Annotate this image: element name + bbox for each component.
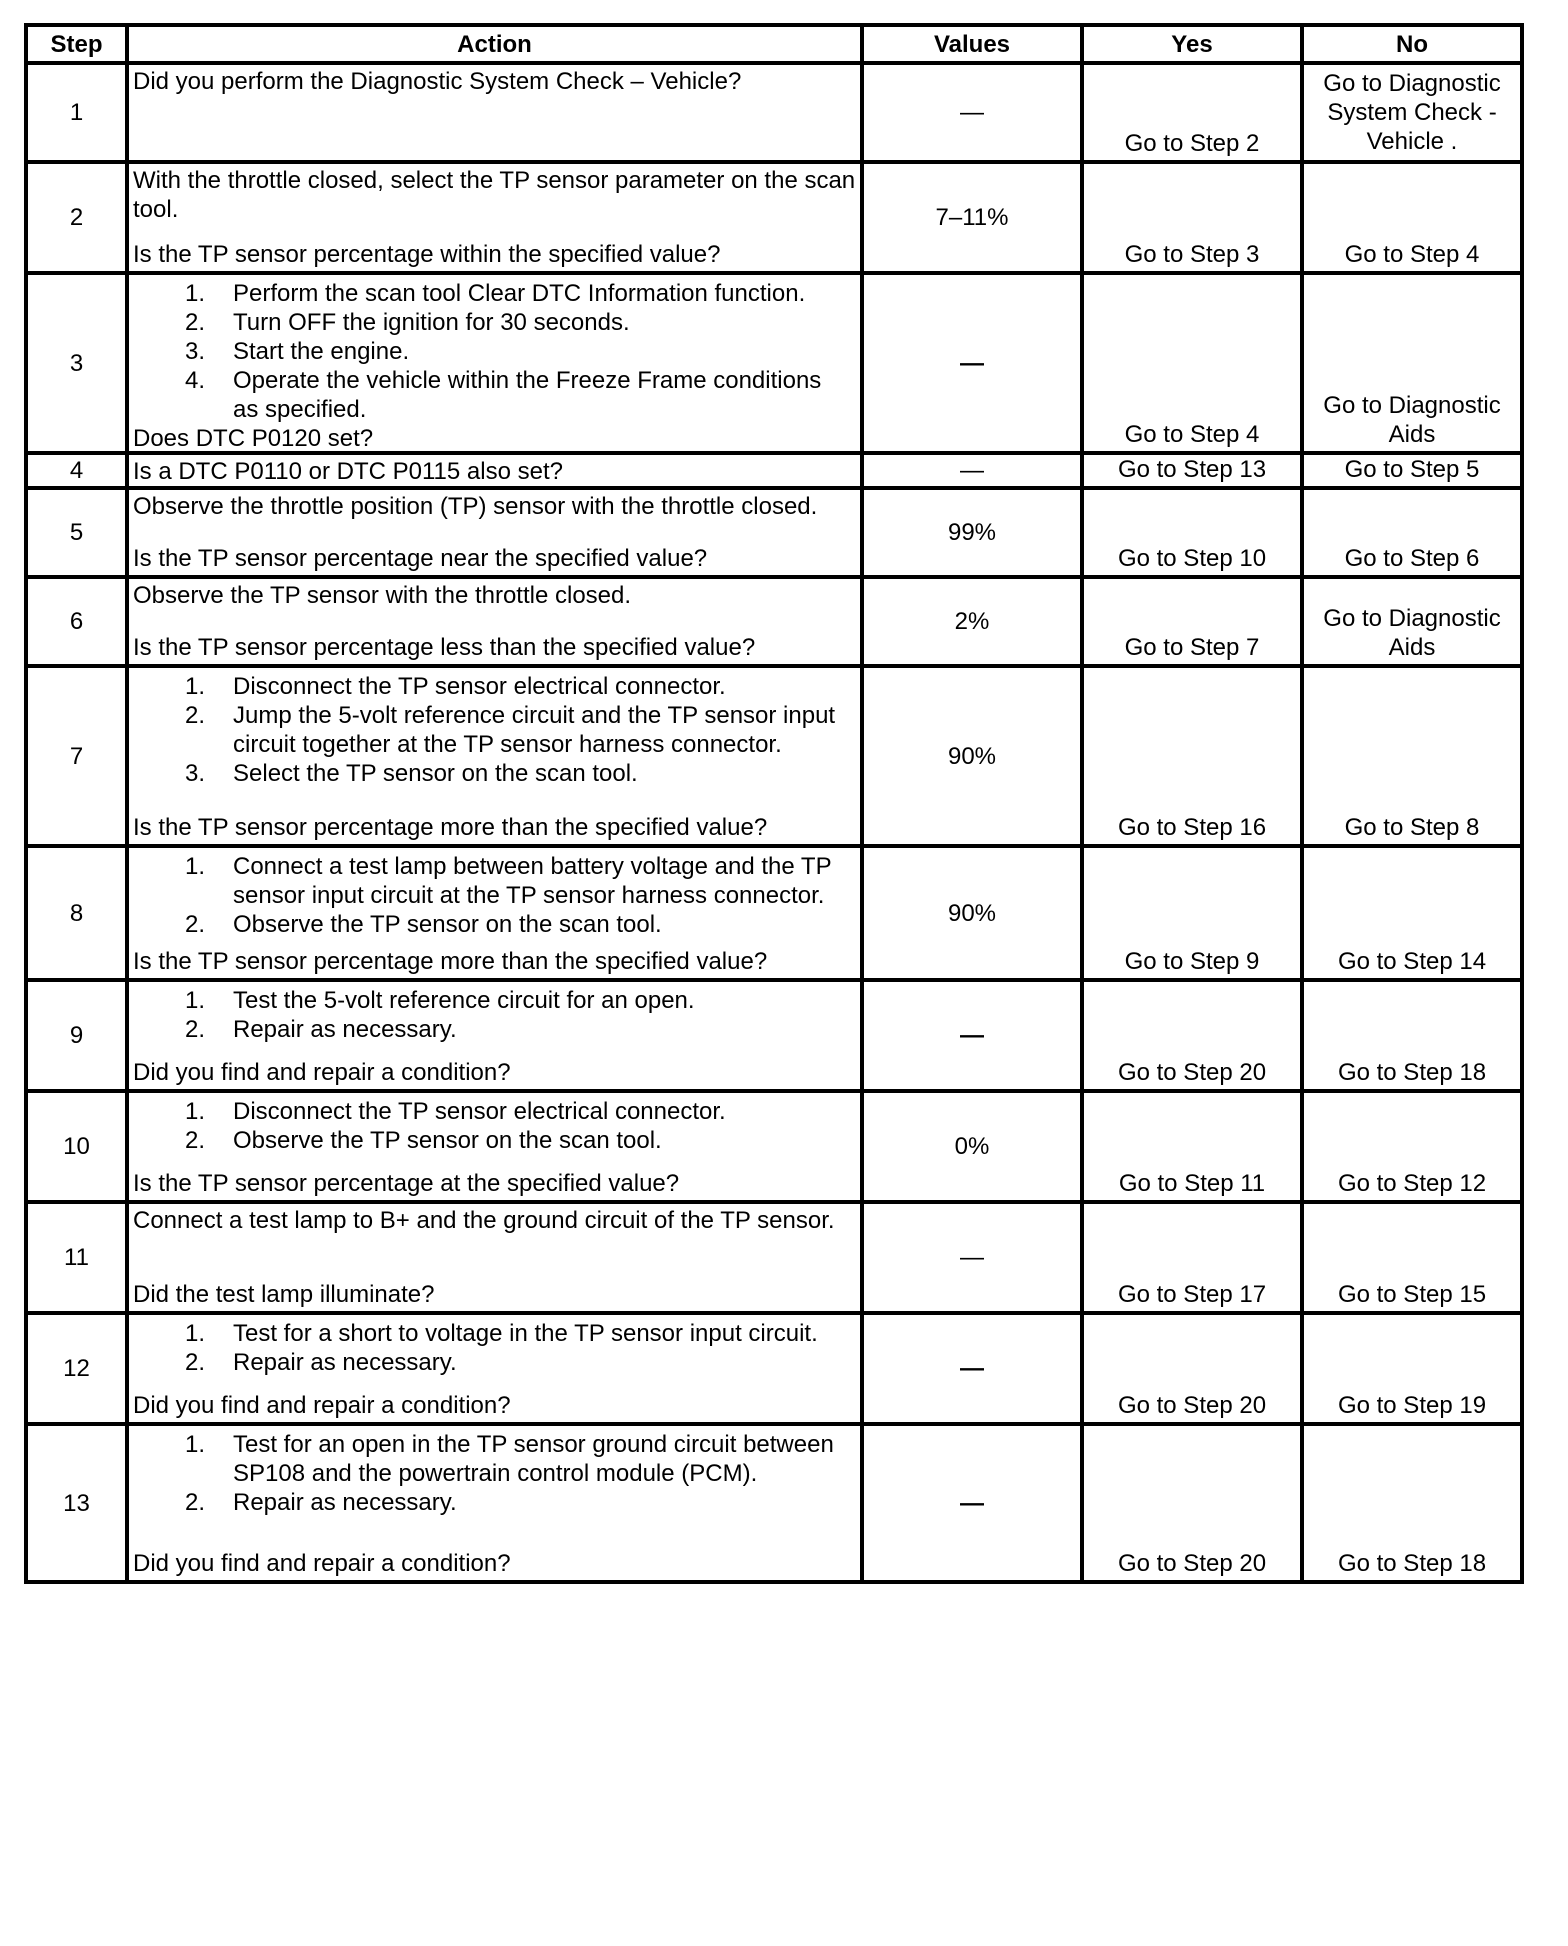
action-top bbox=[133, 1426, 860, 1517]
no-result: Go to Step 4 bbox=[1302, 162, 1522, 273]
substep-item bbox=[133, 308, 860, 337]
table-row bbox=[26, 846, 1522, 980]
table-row bbox=[26, 1202, 1522, 1313]
action-cell bbox=[127, 666, 862, 846]
substep-number: 1. bbox=[184, 987, 205, 1014]
action-intro-text: Did you perform the Diagnostic System Check – Vehicle? bbox=[133, 68, 742, 95]
yes-result: Go to Step 11 bbox=[1082, 1091, 1302, 1202]
step-number: 7 bbox=[26, 666, 127, 846]
substep-item bbox=[133, 1097, 860, 1126]
substep-number: 2. bbox=[184, 1016, 205, 1043]
substep-item bbox=[133, 910, 860, 939]
action-content bbox=[133, 65, 860, 158]
no-result: Go to Diagnostic System Check - Vehicle . bbox=[1302, 63, 1522, 162]
substep-item bbox=[133, 1126, 860, 1155]
no-result: Go to Step 18 bbox=[1302, 1424, 1522, 1582]
no-result: Go to Step 15 bbox=[1302, 1202, 1522, 1313]
substep-number: 2. bbox=[184, 1489, 205, 1516]
substep-text: Select the TP sensor on the scan tool. bbox=[233, 760, 638, 787]
step-number: 10 bbox=[26, 1091, 127, 1202]
yes-result: Go to Step 16 bbox=[1082, 666, 1302, 846]
action-top bbox=[133, 455, 860, 486]
header-step: Step bbox=[26, 25, 127, 63]
spec-value: 90% bbox=[862, 666, 1082, 846]
action-intro-text: Is a DTC P0110 or DTC P0115 also set? bbox=[133, 458, 563, 485]
substep-item bbox=[133, 366, 860, 424]
step-number: 9 bbox=[26, 980, 127, 1091]
substep-list bbox=[133, 279, 860, 424]
action-top bbox=[133, 1315, 860, 1377]
table-row bbox=[26, 63, 1522, 162]
substep-item bbox=[133, 986, 860, 1015]
table-row bbox=[26, 1424, 1522, 1582]
action-intro-text: Observe the throttle position (TP) sensor with the throttle closed. bbox=[133, 493, 818, 520]
table-row bbox=[26, 577, 1522, 666]
substep-text: Start the engine. bbox=[233, 338, 410, 365]
yes-result: Go to Step 20 bbox=[1082, 1313, 1302, 1424]
no-result: Go to Step 18 bbox=[1302, 980, 1522, 1091]
substep-item bbox=[133, 852, 860, 910]
spec-value: 2% bbox=[862, 577, 1082, 666]
header-row bbox=[26, 25, 1522, 63]
action-top bbox=[133, 490, 860, 521]
action-top bbox=[133, 668, 860, 788]
substep-list bbox=[133, 672, 860, 788]
table-row bbox=[26, 453, 1522, 488]
spec-value: 7–11% bbox=[862, 162, 1082, 273]
substep-list bbox=[133, 986, 860, 1044]
substep-number: 2. bbox=[184, 309, 205, 336]
action-content bbox=[133, 1315, 860, 1420]
table-row bbox=[26, 273, 1522, 453]
no-result: Go to Diagnostic Aids bbox=[1302, 273, 1522, 453]
action-cell bbox=[127, 846, 862, 980]
substep-item bbox=[133, 1319, 860, 1348]
substep-item bbox=[133, 701, 860, 759]
table-row bbox=[26, 1091, 1522, 1202]
action-question: Did the test lamp illuminate? bbox=[133, 1281, 435, 1308]
yes-result: Go to Step 4 bbox=[1082, 273, 1302, 453]
table-row bbox=[26, 162, 1522, 273]
action-cell bbox=[127, 980, 862, 1091]
action-top bbox=[133, 164, 860, 224]
no-result: Go to Diagnostic Aids bbox=[1302, 577, 1522, 666]
substep-item bbox=[133, 1015, 860, 1044]
spec-value: 0% bbox=[862, 1091, 1082, 1202]
yes-result: Go to Step 3 bbox=[1082, 162, 1302, 273]
header-no: No bbox=[1302, 25, 1522, 63]
substep-number: 2. bbox=[184, 911, 205, 938]
action-cell bbox=[127, 488, 862, 577]
action-question: Does DTC P0120 set? bbox=[133, 425, 374, 452]
substep-item bbox=[133, 1348, 860, 1377]
action-content bbox=[133, 1426, 860, 1578]
no-result: Go to Step 5 bbox=[1302, 453, 1522, 488]
no-result: Go to Step 12 bbox=[1302, 1091, 1522, 1202]
yes-result: Go to Step 17 bbox=[1082, 1202, 1302, 1313]
substep-text: Test the 5-volt reference circuit for an open. bbox=[233, 987, 695, 1014]
action-content bbox=[133, 164, 860, 269]
header-action: Action bbox=[127, 25, 862, 63]
substep-text: Turn OFF the ignition for 30 seconds. bbox=[233, 309, 630, 336]
table-row bbox=[26, 1313, 1522, 1424]
substep-text: Disconnect the TP sensor electrical connector. bbox=[233, 1098, 726, 1125]
yes-result: Go to Step 2 bbox=[1082, 63, 1302, 162]
spec-value: 90% bbox=[862, 846, 1082, 980]
yes-result: Go to Step 7 bbox=[1082, 577, 1302, 666]
table-row bbox=[26, 980, 1522, 1091]
action-question: Is the TP sensor percentage at the specified value? bbox=[133, 1170, 680, 1197]
substep-number: 1. bbox=[184, 1320, 205, 1347]
action-cell bbox=[127, 1424, 862, 1582]
substep-item bbox=[133, 337, 860, 366]
step-number: 13 bbox=[26, 1424, 127, 1582]
action-question: Is the TP sensor percentage more than the specified value? bbox=[133, 814, 768, 841]
step-number: 11 bbox=[26, 1202, 127, 1313]
action-content bbox=[133, 1093, 860, 1198]
substep-item bbox=[133, 672, 860, 701]
action-top bbox=[133, 1204, 860, 1235]
action-cell bbox=[127, 162, 862, 273]
yes-result: Go to Step 10 bbox=[1082, 488, 1302, 577]
step-number: 5 bbox=[26, 488, 127, 577]
action-question: Did you find and repair a condition? bbox=[133, 1550, 511, 1577]
action-content bbox=[133, 455, 860, 483]
action-top bbox=[133, 848, 860, 939]
substep-item bbox=[133, 279, 860, 308]
step-number: 8 bbox=[26, 846, 127, 980]
action-question: Is the TP sensor percentage within the specified value? bbox=[133, 241, 721, 268]
step-number: 12 bbox=[26, 1313, 127, 1424]
action-content bbox=[133, 1204, 860, 1309]
spec-value: — bbox=[862, 453, 1082, 488]
substep-list bbox=[133, 1319, 860, 1377]
step-number: 1 bbox=[26, 63, 127, 162]
table-body bbox=[26, 63, 1522, 1582]
yes-result: Go to Step 20 bbox=[1082, 1424, 1302, 1582]
action-question: Is the TP sensor percentage less than the specified value? bbox=[133, 634, 756, 661]
substep-list bbox=[133, 852, 860, 939]
action-question: Did you find and repair a condition? bbox=[133, 1059, 511, 1086]
substep-number: 3. bbox=[184, 760, 205, 787]
substep-text: Connect a test lamp between battery voltage and the TP sensor input circuit at the TP sensor harness connector. bbox=[233, 853, 832, 909]
substep-number: 4. bbox=[184, 367, 205, 394]
substep-number: 2. bbox=[184, 1349, 205, 1376]
step-number: 6 bbox=[26, 577, 127, 666]
substep-text: Test for a short to voltage in the TP sensor input circuit. bbox=[233, 1320, 818, 1347]
substep-text: Disconnect the TP sensor electrical connector. bbox=[233, 673, 726, 700]
action-question: Is the TP sensor percentage more than the specified value? bbox=[133, 948, 768, 975]
no-result: Go to Step 14 bbox=[1302, 846, 1522, 980]
spec-value: — bbox=[862, 1202, 1082, 1313]
no-result: Go to Step 19 bbox=[1302, 1313, 1522, 1424]
action-intro-text: Connect a test lamp to B+ and the ground circuit of the TP sensor. bbox=[133, 1207, 835, 1234]
action-content bbox=[133, 275, 860, 452]
action-content bbox=[133, 490, 860, 573]
action-question: Is the TP sensor percentage near the specified value? bbox=[133, 545, 708, 572]
action-intro-text: With the throttle closed, select the TP sensor parameter on the scan tool. bbox=[133, 167, 856, 223]
action-content bbox=[133, 668, 860, 842]
substep-text: Operate the vehicle within the Freeze Frame conditions as specified. bbox=[233, 367, 822, 423]
action-cell bbox=[127, 1202, 862, 1313]
spec-value: — bbox=[862, 273, 1082, 453]
step-number: 3 bbox=[26, 273, 127, 453]
action-cell bbox=[127, 1313, 862, 1424]
substep-item bbox=[133, 759, 860, 788]
action-content bbox=[133, 848, 860, 976]
table-row bbox=[26, 488, 1522, 577]
substep-text: Perform the scan tool Clear DTC Information function. bbox=[233, 280, 806, 307]
action-top bbox=[133, 65, 860, 96]
action-cell bbox=[127, 63, 862, 162]
yes-result: Go to Step 13 bbox=[1082, 453, 1302, 488]
spec-value: — bbox=[862, 1424, 1082, 1582]
action-cell bbox=[127, 577, 862, 666]
spec-value: — bbox=[862, 63, 1082, 162]
substep-list bbox=[133, 1097, 860, 1155]
no-result: Go to Step 8 bbox=[1302, 666, 1522, 846]
action-top bbox=[133, 1093, 860, 1155]
action-cell bbox=[127, 273, 862, 453]
yes-result: Go to Step 9 bbox=[1082, 846, 1302, 980]
action-top bbox=[133, 579, 860, 610]
header-yes: Yes bbox=[1082, 25, 1302, 63]
no-result: Go to Step 6 bbox=[1302, 488, 1522, 577]
substep-text: Observe the TP sensor on the scan tool. bbox=[233, 1127, 662, 1154]
substep-number: 3. bbox=[184, 338, 205, 365]
substep-text: Observe the TP sensor on the scan tool. bbox=[233, 911, 662, 938]
action-cell bbox=[127, 453, 862, 488]
diagnostic-table bbox=[24, 23, 1524, 1584]
action-intro-text: Observe the TP sensor with the throttle closed. bbox=[133, 582, 632, 609]
substep-text: Jump the 5-volt reference circuit and the TP sensor input circuit together at the TP sensor harness connector. bbox=[233, 702, 836, 758]
substep-item bbox=[133, 1430, 860, 1488]
substep-number: 2. bbox=[184, 702, 205, 729]
action-cell bbox=[127, 1091, 862, 1202]
substep-text: Repair as necessary. bbox=[233, 1349, 457, 1376]
substep-number: 1. bbox=[184, 853, 205, 880]
substep-text: Repair as necessary. bbox=[233, 1016, 457, 1043]
action-top bbox=[133, 275, 860, 424]
action-content bbox=[133, 579, 860, 662]
action-question: Did you find and repair a condition? bbox=[133, 1392, 511, 1419]
substep-text: Repair as necessary. bbox=[233, 1489, 457, 1516]
yes-result: Go to Step 20 bbox=[1082, 980, 1302, 1091]
header-values: Values bbox=[862, 25, 1082, 63]
action-content bbox=[133, 982, 860, 1087]
substep-list bbox=[133, 1430, 860, 1517]
substep-number: 1. bbox=[184, 673, 205, 700]
spec-value: — bbox=[862, 980, 1082, 1091]
spec-value: — bbox=[862, 1313, 1082, 1424]
substep-number: 1. bbox=[184, 280, 205, 307]
substep-text: Test for an open in the TP sensor ground circuit between SP108 and the powertrain control module (PCM). bbox=[233, 1431, 834, 1487]
substep-item bbox=[133, 1488, 860, 1517]
step-number: 4 bbox=[26, 453, 127, 488]
substep-number: 2. bbox=[184, 1127, 205, 1154]
spec-value: 99% bbox=[862, 488, 1082, 577]
substep-number: 1. bbox=[184, 1098, 205, 1125]
table-row bbox=[26, 666, 1522, 846]
step-number: 2 bbox=[26, 162, 127, 273]
substep-number: 1. bbox=[184, 1431, 205, 1458]
action-top bbox=[133, 982, 860, 1044]
